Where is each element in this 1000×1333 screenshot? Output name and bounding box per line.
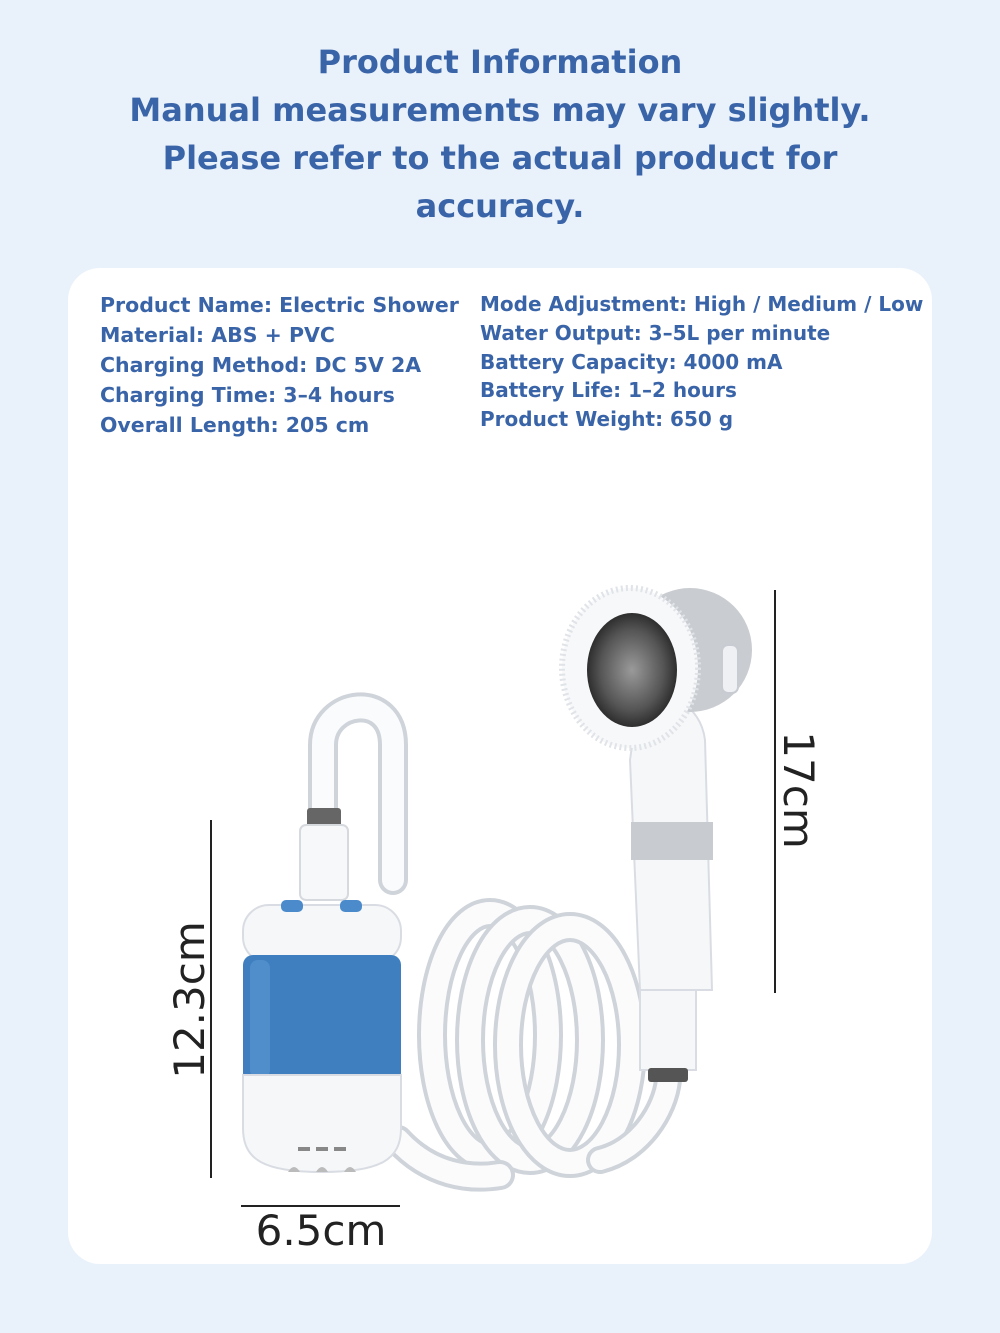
spec-mode-adjustment: Mode Adjustment: High / Medium / Low bbox=[480, 292, 924, 316]
coiled-hose bbox=[398, 913, 668, 1177]
spec-charging-method: Charging Method: DC 5V 2A bbox=[100, 353, 422, 377]
dimension-label-pump-width: 6.5cm bbox=[255, 1206, 387, 1255]
dimension-label-head-length: 17cm bbox=[774, 731, 823, 849]
spec-charging-time: Charging Time: 3–4 hours bbox=[100, 383, 395, 407]
dimension-label-pump-height: 12.3cm bbox=[165, 921, 214, 1079]
spec-product-weight: Product Weight: 650 g bbox=[480, 407, 734, 432]
spec-overall-length: Overall Length: 205 cm bbox=[100, 413, 370, 437]
spec-material: Material: ABS + PVC bbox=[100, 323, 335, 347]
spec-product-name: Product Name: Electric Shower bbox=[100, 293, 459, 317]
header-note-line-3: accuracy. bbox=[415, 187, 585, 225]
header-title: Product Information bbox=[317, 43, 683, 81]
spec-water-output: Water Output: 3–5L per minute bbox=[480, 320, 831, 345]
spec-battery-life: Battery Life: 1–2 hours bbox=[480, 378, 737, 403]
pump-hose-connector bbox=[300, 808, 348, 900]
pump-unit bbox=[243, 900, 401, 1172]
spec-battery-capacity: Battery Capacity: 4000 mA bbox=[480, 349, 783, 374]
header-note-line-1: Manual measurements may vary slightly. bbox=[129, 91, 871, 129]
header-note-line-2: Please refer to the actual product for bbox=[162, 139, 838, 177]
